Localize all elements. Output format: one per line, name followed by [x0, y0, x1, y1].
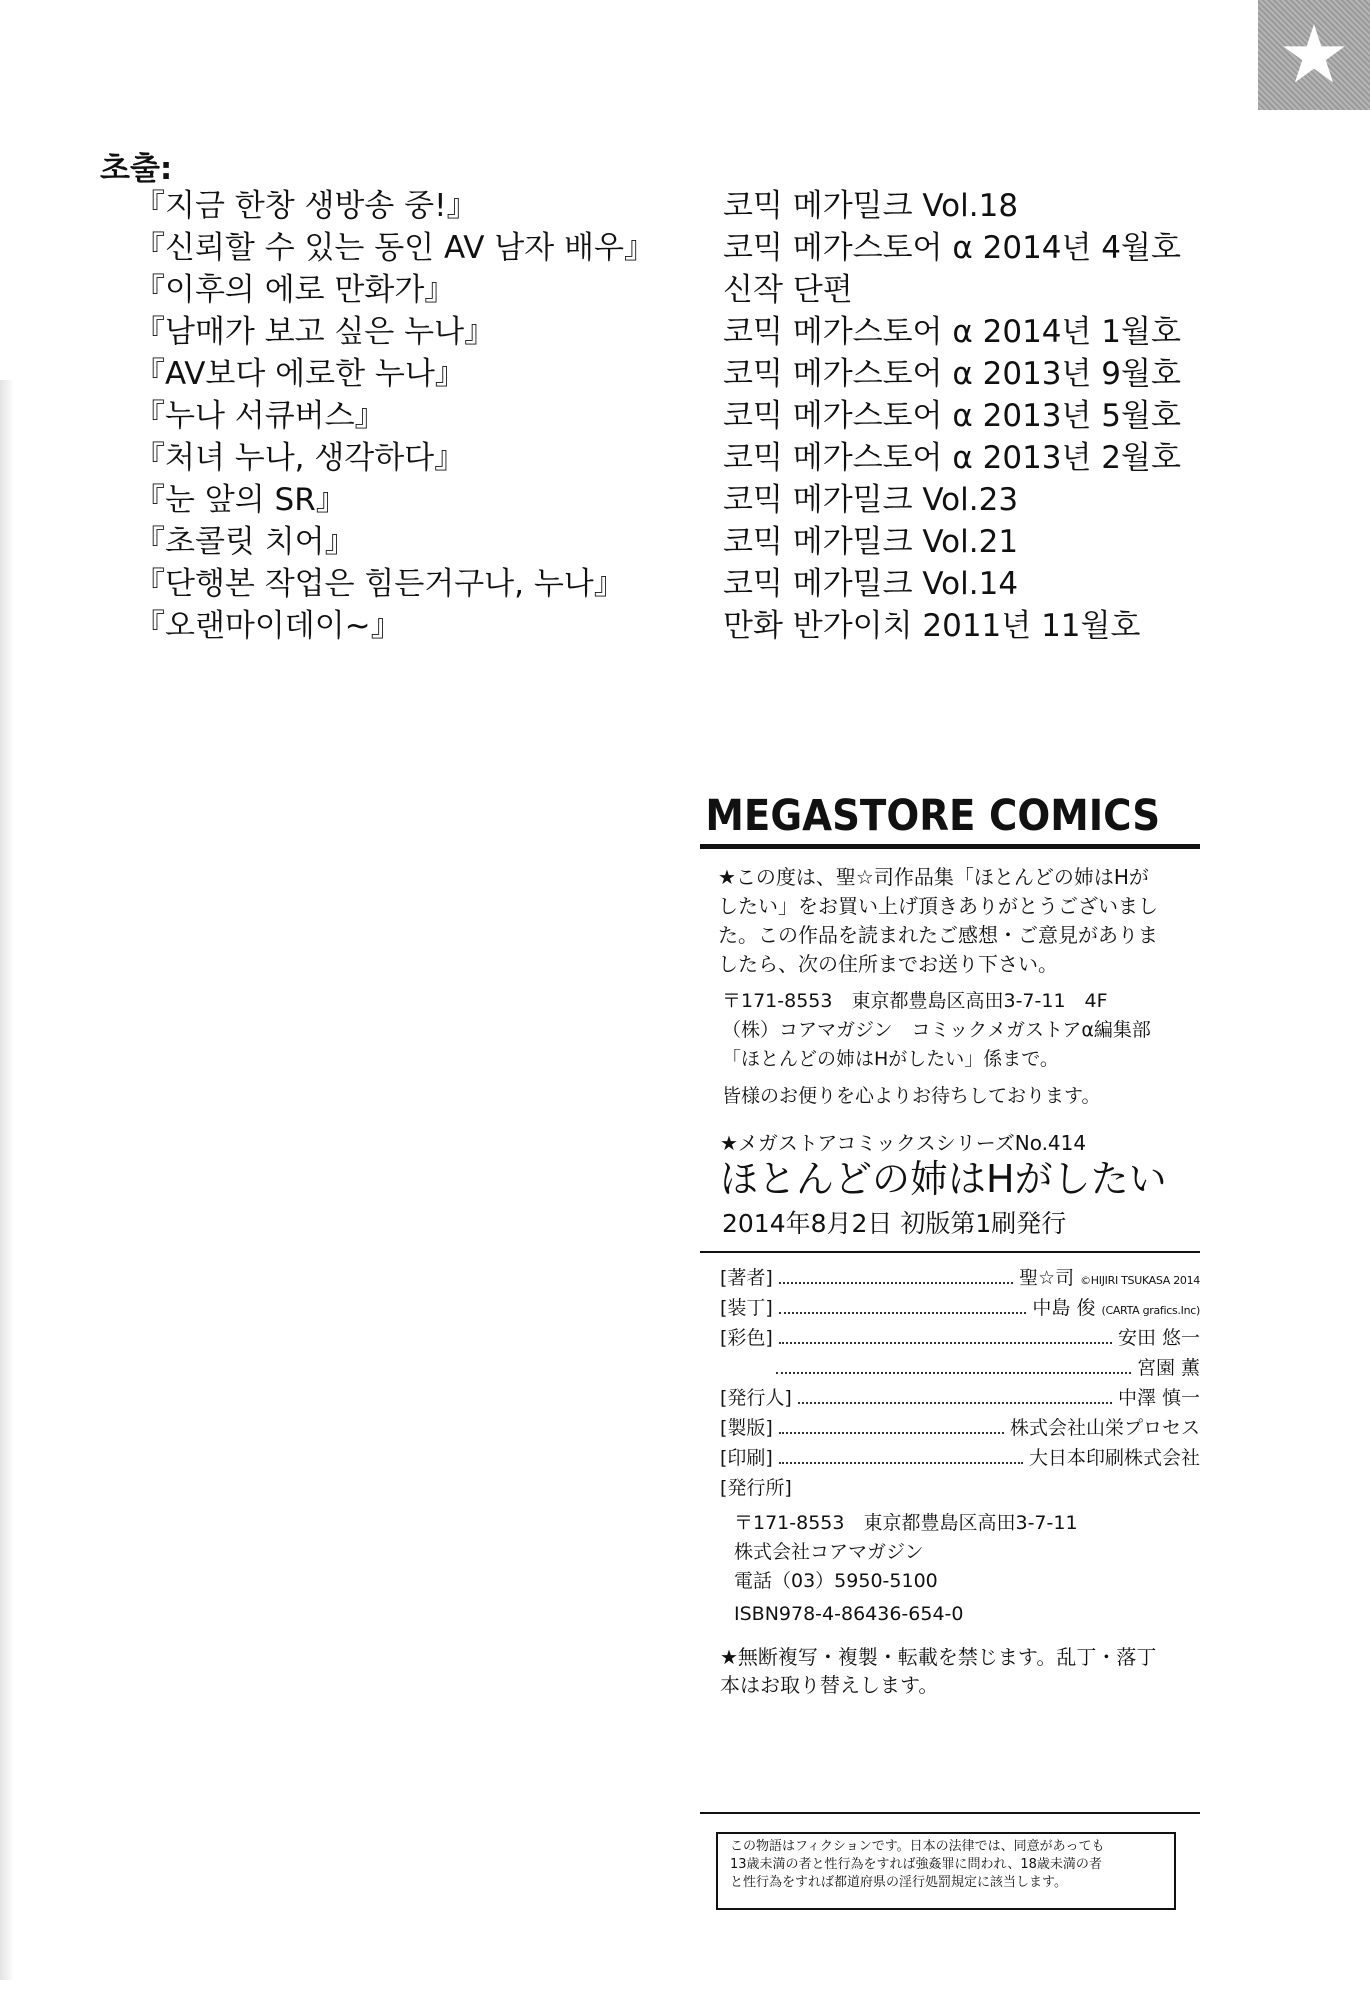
divider: [700, 844, 1200, 849]
leader-dots: [779, 1342, 1112, 1344]
mail-address: [700, 987, 1200, 1074]
magazine-source: 신작 단편: [723, 272, 853, 308]
book-title: ほとんどの姉はHがしたい: [720, 1157, 1167, 1201]
disclaimer-line: と性行為をすれば都道府県の淫行処罰規定に該当します。: [730, 1875, 1067, 1890]
origin-list: [134, 185, 1181, 647]
credit-name: 株式会社山栄プロセス: [1009, 1417, 1200, 1439]
credit-row: [720, 1293, 1200, 1323]
page-edge-shadow: [0, 380, 14, 1980]
corner-tab: [1258, 0, 1370, 110]
credits-list: [700, 1263, 1200, 1473]
story-title: 『지금 한창 생방송 중!』: [134, 188, 478, 224]
thanks-line: た。この作品を読まれたご感想・ご意見がありま: [718, 923, 1158, 947]
credit-label: [装丁]: [720, 1297, 773, 1319]
address-line: 「ほとんどの姉はHがしたい」係まで。: [722, 1048, 1059, 1070]
credit-row: [720, 1383, 1200, 1413]
credit-row: [720, 1263, 1200, 1293]
magazine-source: 만화 반가이치 2011년 11월호: [723, 608, 1141, 644]
magazine-source: 코믹 메가스토어 α 2013년 2월호: [723, 440, 1181, 476]
story-title: 『눈 앞의 SR』: [134, 482, 347, 518]
disclaimer-line: この物語はフィクションです。日本の法律では、同意があっても: [730, 1839, 1105, 1854]
list-item: [134, 185, 1134, 227]
leader-dots: [779, 1432, 1004, 1434]
notice-line: 本はお取り替えします。: [720, 1673, 939, 1697]
thanks-line: したい」をお買い上げ頂きありがとうございまし: [718, 894, 1158, 918]
disclaimer-line: 13歳未満の者と性行為をすれば強姦罪に問われ、18歳未満の者: [730, 1857, 1102, 1872]
address-line: （株）コアマガジン コミックメガストアα編集部: [722, 1019, 1151, 1041]
publisher-line: 株式会社コアマガジン: [734, 1541, 924, 1563]
story-title: 『처녀 누나, 생각하다』: [134, 440, 466, 476]
list-item: [134, 353, 1181, 395]
leader-dots: [779, 1282, 1013, 1284]
credit-row: [720, 1413, 1200, 1443]
legal-disclaimer: [716, 1832, 1176, 1910]
magazine-source: 코믹 메가스토어 α 2013년 5월호: [723, 398, 1181, 434]
publisher-label: [発行所]: [720, 1477, 792, 1499]
list-item: [134, 479, 1134, 521]
credit-name: 大日本印刷株式会社: [1028, 1447, 1200, 1469]
copyright-notice: [700, 1643, 1200, 1699]
list-item: [134, 311, 1181, 353]
colophon: [700, 790, 1200, 1699]
notice-line: ★無断複写・複製・転載を禁じます。乱丁・落丁: [720, 1645, 1157, 1669]
credit-note: ©HIJIRI TSUKASA 2014: [1080, 1274, 1200, 1287]
thanks-message: [700, 863, 1200, 979]
credit-row: [720, 1353, 1200, 1383]
credit-name: 安田 悠一: [1117, 1327, 1200, 1349]
credit-row: [720, 1443, 1200, 1473]
story-title: 『단행본 작업은 힘든거구나, 누나』: [134, 566, 625, 602]
publisher-line: 〒171-8553 東京都豊島区高田3-7-11: [734, 1512, 1078, 1534]
waiting-message: 皆様のお便りを心よりお待ちしております。: [722, 1085, 1101, 1107]
list-item: [134, 437, 1181, 479]
credit-label: [彩色]: [720, 1327, 773, 1349]
list-item: [134, 227, 1181, 269]
leader-dots: [798, 1402, 1112, 1404]
publisher-logo: MEGASTORE COMICS: [705, 791, 1161, 841]
list-item: [134, 605, 1141, 647]
magazine-source: 코믹 메가스토어 α 2013년 9월호: [723, 356, 1181, 392]
magazine-source: 코믹 메가밀크 Vol.23: [723, 482, 1019, 518]
story-title: 『이후의 에로 만화가』: [134, 272, 456, 308]
story-title: 『오랜마이데이~』: [134, 608, 402, 644]
magazine-source: 코믹 메가밀크 Vol.21: [723, 524, 1019, 560]
origin-label: 초출:: [100, 151, 173, 187]
publisher-line: 電話（03）5950-5100: [734, 1570, 938, 1592]
magazine-source: 코믹 메가스토어 α 2014년 1월호: [723, 314, 1181, 350]
list-item: [134, 269, 1134, 311]
story-title: 『AV보다 에로한 누나』: [134, 356, 466, 392]
divider: [700, 1251, 1200, 1253]
address-line: 〒171-8553 東京都豊島区高田3-7-11 4F: [722, 990, 1108, 1012]
publisher-info: [700, 1509, 1200, 1629]
isbn: ISBN978-4-86436-654-0: [734, 1603, 964, 1625]
series-number: ★メガストアコミックスシリーズNo.414: [720, 1131, 1087, 1155]
credit-name: 聖☆司: [1019, 1267, 1075, 1289]
credit-name: 宮園 薫: [1136, 1357, 1200, 1379]
publication-date: 2014年8月2日 初版第1刷発行: [722, 1209, 1067, 1238]
credit-name: 中島 俊: [1032, 1297, 1096, 1319]
leader-dots: [776, 1372, 1131, 1374]
credit-row: [720, 1323, 1200, 1353]
credit-note: (CARTA grafics.Inc): [1101, 1304, 1200, 1317]
story-title: 『누나 서큐버스』: [134, 398, 386, 434]
leader-dots: [779, 1312, 1027, 1314]
divider: [700, 1812, 1200, 1814]
story-title: 『초콜릿 치어』: [134, 524, 356, 560]
credit-label: [印刷]: [720, 1447, 773, 1469]
credit-label: [発行人]: [720, 1387, 792, 1409]
magazine-source: 코믹 메가밀크 Vol.14: [723, 566, 1019, 602]
credit-name: 中澤 慎一: [1117, 1387, 1200, 1409]
list-item: [134, 395, 1181, 437]
thanks-line: したら、次の住所までお送り下さい。: [718, 952, 1058, 976]
story-title: 『신뢰할 수 있는 동인 AV 남자 배우』: [134, 230, 655, 266]
story-title: 『남매가 보고 싶은 누나』: [134, 314, 496, 350]
list-item: [134, 563, 1134, 605]
credit-label: [製版]: [720, 1417, 773, 1439]
list-item: [134, 521, 1134, 563]
magazine-source: 코믹 메가스토어 α 2014년 4월호: [723, 230, 1181, 266]
credit-label: [著者]: [720, 1267, 773, 1289]
magazine-source: 코믹 메가밀크 Vol.18: [723, 188, 1019, 224]
star-icon: ★: [1278, 8, 1350, 101]
thanks-line: ★この度は、聖☆司作品集「ほとんどの姉はHが: [718, 865, 1149, 889]
leader-dots: [779, 1462, 1023, 1464]
